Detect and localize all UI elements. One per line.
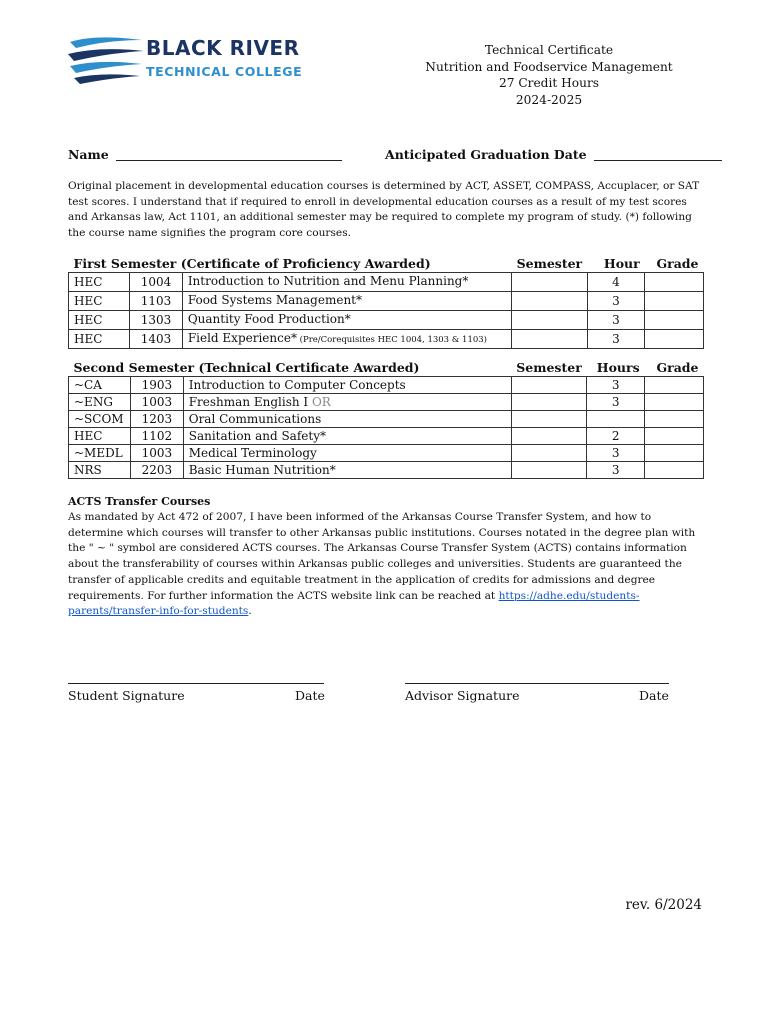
document-header (420, 42, 678, 108)
course-prefix: HEC (69, 292, 130, 311)
semester-cell[interactable] (511, 462, 587, 479)
course-title (183, 445, 511, 462)
course-prefix: HEC (69, 311, 130, 330)
semester-cell[interactable] (512, 292, 588, 311)
credit-hours: 27 Credit Hours (498, 76, 600, 90)
course-title (183, 462, 511, 479)
semester-cell[interactable] (511, 411, 587, 428)
course-prefix: HEC (69, 273, 130, 292)
course-title-text: Introduction to Nutrition and Menu Planning* (187, 274, 469, 288)
course-number: 1403 (130, 330, 183, 349)
course-number: 2203 (130, 462, 183, 479)
advisor-signature-line[interactable] (405, 683, 669, 684)
course-title-text: Medical Terminology (188, 446, 317, 460)
student-date-label: Date (295, 688, 325, 703)
course-note: (Pre/Corequisites HEC 1004, 1303 & 1103) (296, 335, 487, 345)
course-title-text: Sanitation and Safety* (188, 429, 326, 443)
semester-cell[interactable] (512, 273, 588, 292)
grade-cell[interactable] (645, 411, 704, 428)
student-signature-label: Student Signature (68, 688, 185, 703)
grade-cell[interactable] (645, 330, 704, 349)
course-title (183, 411, 511, 428)
semester-cell[interactable] (511, 428, 587, 445)
table-row (69, 377, 704, 394)
certificate-type: Technical Certificate (484, 43, 614, 57)
semester-cell[interactable] (511, 394, 587, 411)
course-number: 1103 (130, 292, 183, 311)
grade-cell[interactable] (645, 428, 704, 445)
semester-cell[interactable] (511, 377, 587, 394)
course-prefix: ~CA (69, 377, 131, 394)
table-row (69, 394, 704, 411)
table-row (69, 428, 704, 445)
first-semester-title: First Semester (Certificate of Proficiency Awarded) (73, 256, 431, 271)
course-number: 1003 (130, 394, 183, 411)
advisor-date-label: Date (639, 688, 669, 703)
hours-cell (587, 411, 645, 428)
grade-cell[interactable] (645, 292, 704, 311)
course-title-text: Food Systems Management* (187, 293, 362, 307)
table-row (69, 445, 704, 462)
second-semester-header (69, 360, 704, 377)
course-title (182, 311, 511, 330)
course-prefix: ~MEDL (69, 445, 131, 462)
grade-cell[interactable] (645, 273, 704, 292)
acts-end: . (248, 605, 252, 618)
first-semester-header (69, 256, 704, 273)
table-row (69, 462, 704, 479)
second-semester-title: Second Semester (Technical Certificate Awarded) (73, 360, 420, 375)
table-row (69, 292, 704, 311)
hours-cell: 3 (587, 462, 645, 479)
placement-statement: Original placement in developmental education courses is determined by ACT, ASSET, COMPASS, Accuplacer, or SAT test scores. I understand that if required to enroll in developmental education courses as a result of my test scores and Arkansas law, Act 1101, an additional semester may be required to complete my program of study. (*) following the course name signifies the program core courses. (68, 180, 700, 240)
col-hours: Hour (603, 256, 640, 271)
course-title (182, 273, 511, 292)
grade-cell[interactable] (645, 311, 704, 330)
semester-cell[interactable] (512, 330, 588, 349)
acts-body: As mandated by Act 472 of 2007, I have been informed of the Arkansas Course Transfer System, and how to determine which courses will transfer to other Arkansas public institutions. Courses notated in the degree plan with the " ~ " symbol are considered ACTS courses. The Arkansas Course Transfer System (ACTS) contains information about the transferability of courses within Arkansas public colleges and universities. Students are guaranteed the transfer of applicable credits and equitable treatment in the application of credits for admissions and degree requirements. For further information the ACTS website link can be reached at (68, 511, 696, 602)
logo-name: BLACK RIVER (146, 36, 300, 60)
col-hours: Hours (596, 360, 640, 375)
course-number: 1903 (130, 377, 183, 394)
course-number: 1003 (130, 445, 183, 462)
hours-cell: 3 (587, 292, 645, 311)
advisor-signature-label: Advisor Signature (405, 688, 520, 703)
hours-cell: 3 (587, 445, 645, 462)
revision-date: rev. 6/2024 (625, 897, 702, 913)
course-prefix: HEC (69, 428, 131, 445)
hours-cell: 2 (587, 428, 645, 445)
graduation-date-label: Anticipated Graduation Date (385, 147, 587, 162)
second-semester-table (68, 360, 704, 479)
course-title-text: Freshman English I (188, 395, 312, 409)
grade-cell[interactable] (645, 377, 704, 394)
course-title (183, 394, 511, 411)
col-semester: Semester (516, 360, 582, 375)
grade-cell[interactable] (645, 462, 704, 479)
course-title (183, 377, 511, 394)
course-title-text: Quantity Food Production* (187, 312, 351, 326)
hours-cell: 3 (587, 311, 645, 330)
graduation-date-field[interactable] (385, 147, 722, 162)
course-title-text: Introduction to Computer Concepts (188, 378, 406, 392)
course-title-text: Basic Human Nutrition* (188, 463, 336, 477)
course-number: 1203 (130, 411, 183, 428)
hours-cell: 3 (587, 377, 645, 394)
acts-title: ACTS Transfer Courses (68, 495, 211, 508)
table-row (69, 273, 704, 292)
or-label: OR (311, 395, 331, 409)
academic-year: 2024-2025 (515, 92, 583, 107)
hours-cell: 3 (587, 394, 645, 411)
student-signature-line[interactable] (68, 683, 324, 684)
course-prefix: HEC (69, 330, 130, 349)
course-prefix: ~ENG (69, 394, 131, 411)
name-field[interactable] (68, 147, 342, 162)
table-row (69, 330, 704, 349)
course-title-text: Field Experience* (187, 331, 297, 345)
course-number: 1004 (130, 273, 183, 292)
course-prefix: NRS (69, 462, 131, 479)
graduation-date-underline[interactable] (594, 160, 722, 161)
course-prefix: ~SCOM (69, 411, 131, 428)
logo-subtitle: TECHNICAL COLLEGE (146, 64, 303, 79)
course-number: 1303 (130, 311, 183, 330)
semester-cell[interactable] (512, 311, 588, 330)
course-number: 1102 (130, 428, 183, 445)
hours-cell: 4 (587, 273, 645, 292)
table-row (69, 411, 704, 428)
hours-cell: 3 (587, 330, 645, 349)
name-underline[interactable] (116, 160, 342, 161)
col-grade: Grade (656, 256, 699, 271)
table-row (69, 311, 704, 330)
first-semester-table (68, 256, 704, 349)
grade-cell[interactable] (645, 445, 704, 462)
acts-paragraph (68, 510, 708, 620)
grade-cell[interactable] (645, 394, 704, 411)
col-semester: Semester (516, 256, 583, 271)
logo-waves-icon (66, 34, 146, 86)
semester-cell[interactable] (511, 445, 587, 462)
course-title (183, 428, 511, 445)
course-title (182, 292, 511, 311)
name-label: Name (68, 147, 109, 162)
program-name: Nutrition and Foodservice Management (425, 59, 673, 74)
course-title-text: Oral Communications (188, 412, 322, 426)
acts-link[interactable]: https://adhe.edu/students-parents/transfer-info-for-students (68, 589, 640, 618)
course-title (182, 330, 511, 349)
col-grade: Grade (656, 360, 699, 375)
